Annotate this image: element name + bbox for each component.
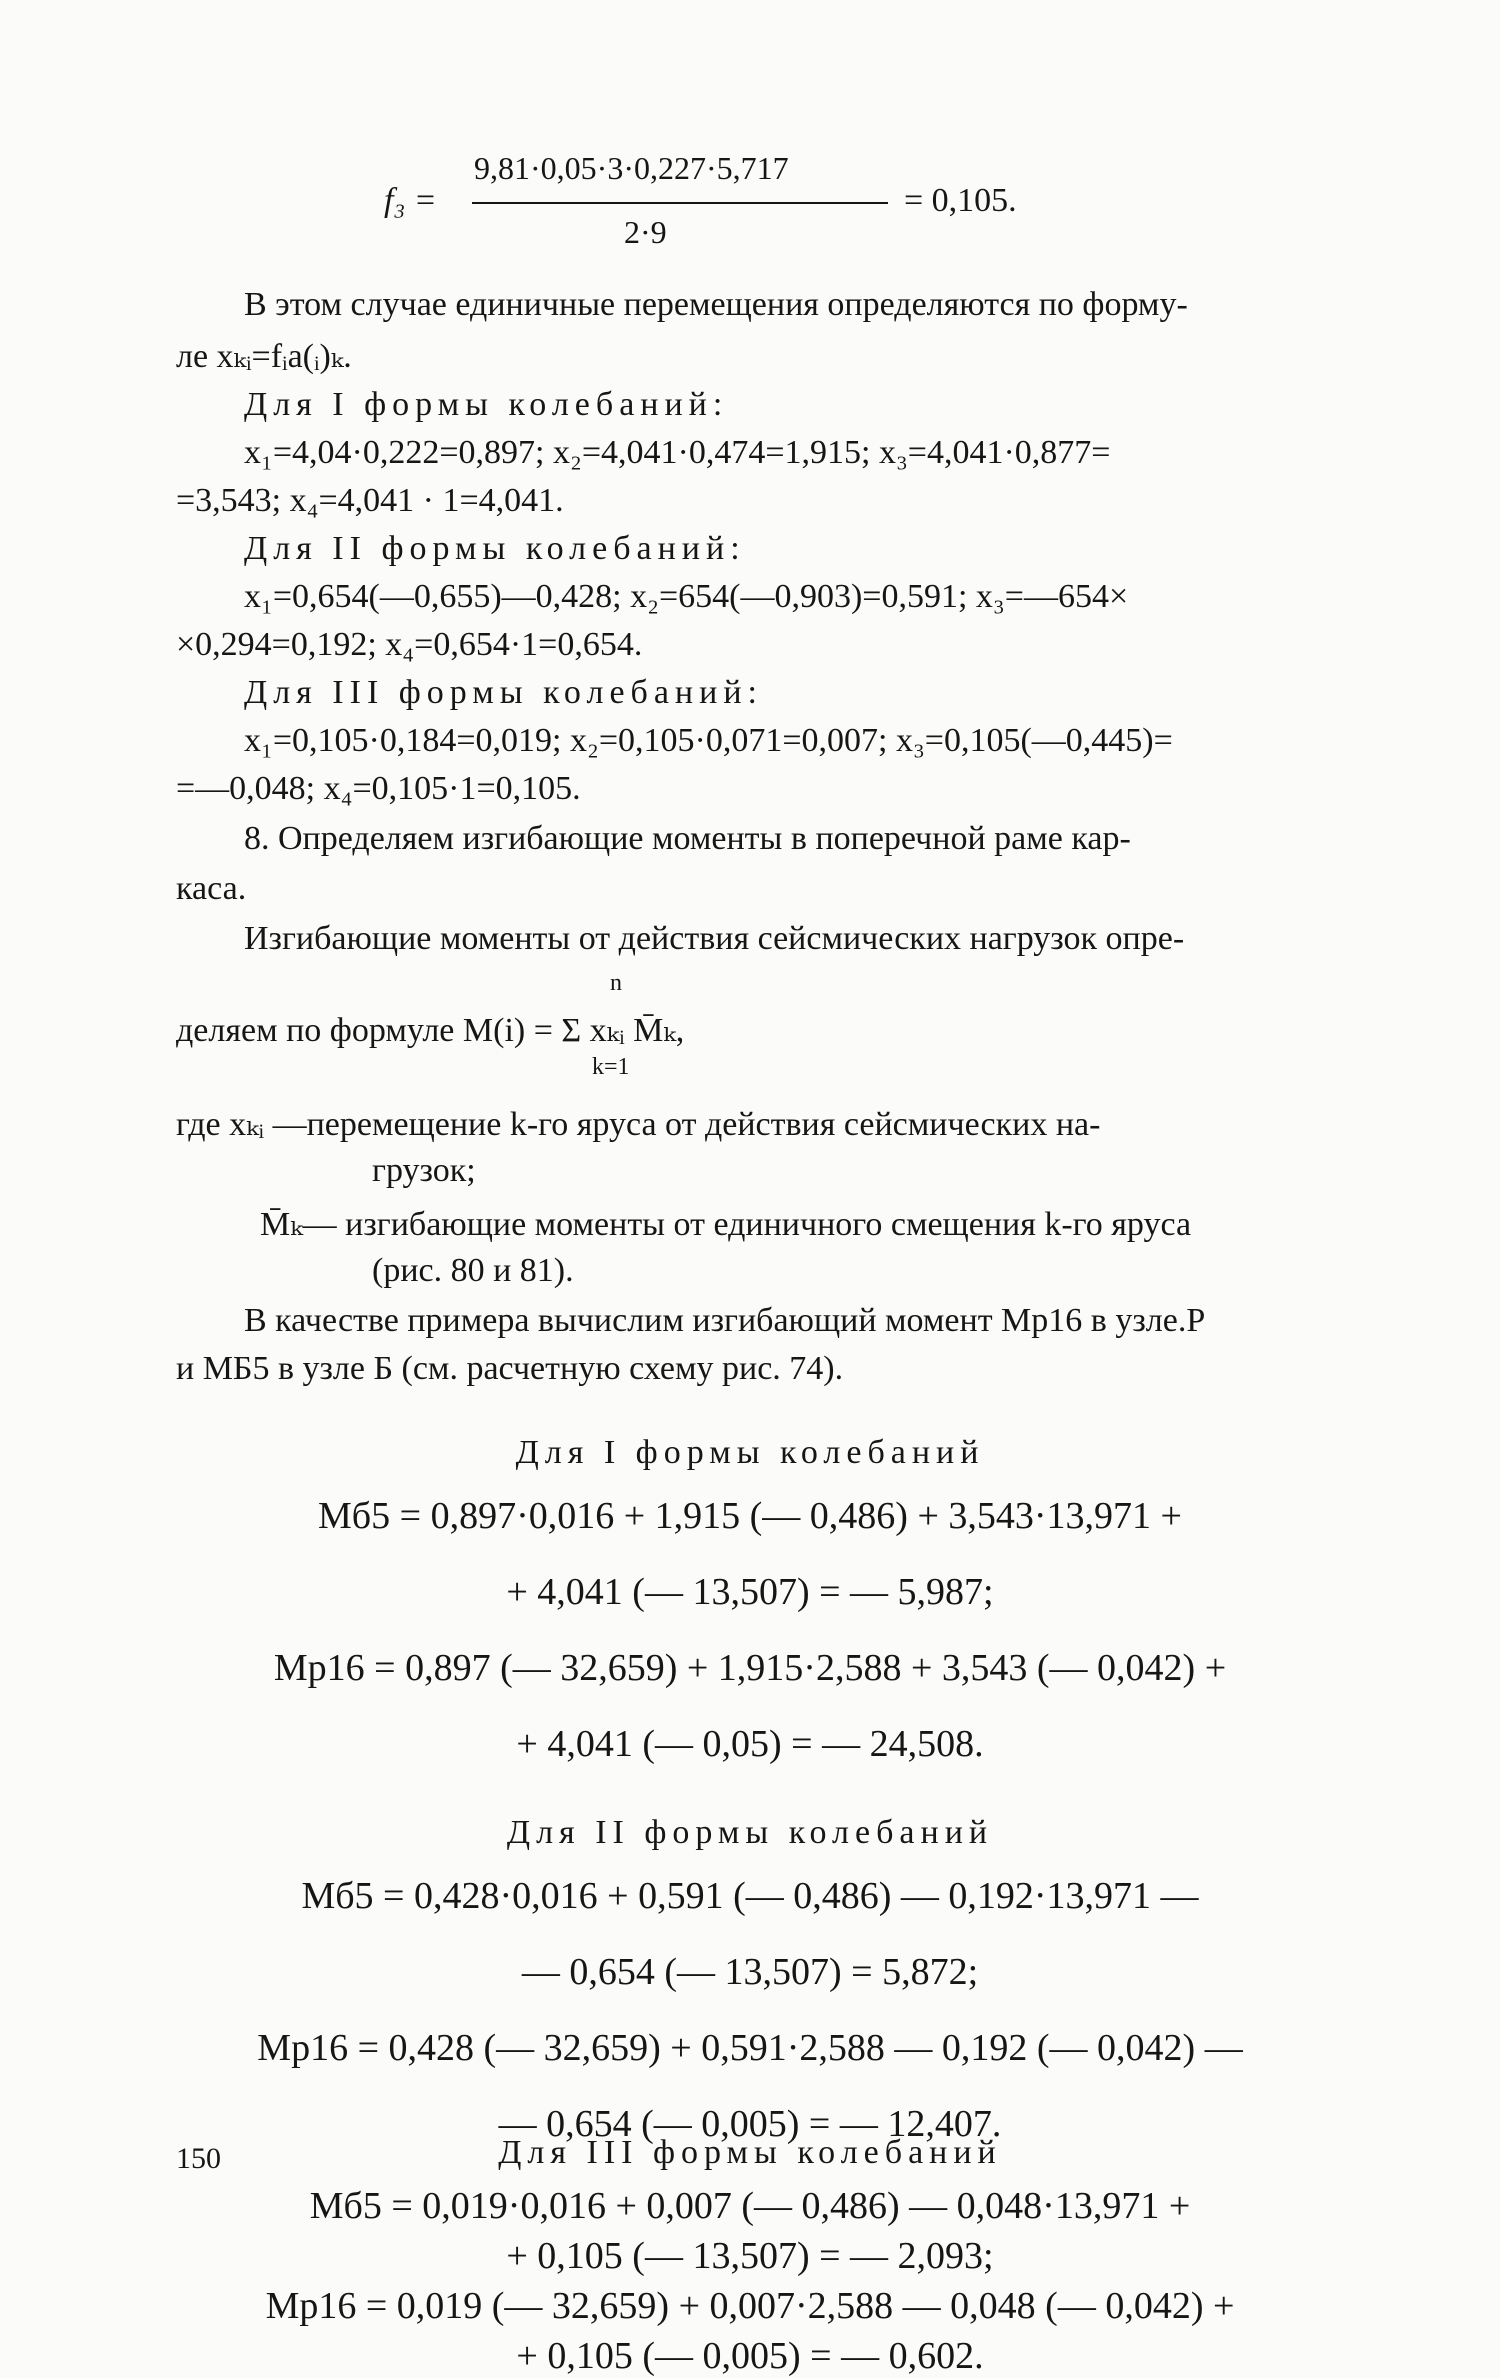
section-heading-2: Для II формы колебаний: [506, 1814, 994, 1851]
section-1-line-3: Mр16 = 0,897 (— 32,659) + 1,915·2,588 + 3,543 (— 0,042) +: [273, 1647, 1227, 1689]
section-3-line-4: + 0,105 (— 0,005) = — 0,602.: [516, 2335, 984, 2377]
section-heading-1: Для I формы колебаний: [515, 1434, 985, 1471]
equation-f3-denominator: 2·9: [624, 214, 667, 250]
equation-f3-numerator: 9,81·0,05·3·0,227·5,717: [474, 150, 789, 186]
section-3-line-1: Mб5 = 0,019·0,016 + 0,007 (— 0,486) — 0,048·13,971 +: [309, 2185, 1191, 2227]
paragraph-9-line-2: деляем по формуле M(i) = Σ xₖᵢ M̄ₖ,: [176, 1012, 685, 1049]
form-1-line-2: =3,543; x₄=4,041 · 1=4,041.: [176, 482, 564, 519]
equation-f3-rhs: = 0,105.: [904, 182, 1017, 219]
heading-form-3: Для III формы колебаний:: [244, 674, 763, 711]
sum-lower-limit: k=1: [592, 1054, 630, 1080]
where-line-4: (рис. 80 и 81).: [372, 1252, 574, 1289]
paragraph-8-line-2: каса.: [176, 870, 247, 907]
paragraph-10-line-1: В качестве примера вычислим изгибающий момент Mр16 в узле.P: [244, 1302, 1206, 1339]
paragraph-1-line-1: В этом случае единичные перемещения определяются по форму-: [244, 286, 1188, 323]
heading-form-1: Для I формы колебаний:: [244, 386, 729, 423]
section-1-line-4: + 4,041 (— 0,05) = — 24,508.: [516, 1723, 984, 1765]
sum-upper-limit: n: [610, 970, 622, 996]
form-3-line-2: =—0,048; x₄=0,105·1=0,105.: [176, 770, 581, 807]
heading-form-2: Для II формы колебаний:: [244, 530, 746, 567]
section-1-line-2: + 4,041 (— 13,507) = — 5,987;: [506, 1571, 994, 1613]
section-2-line-4: — 0,654 (— 0,005) = — 12,407.: [498, 2103, 1002, 2145]
where-line-2: грузок;: [372, 1152, 476, 1189]
paragraph-10-line-2: и MБ5 в узле Б (см. расчетную схему рис. 74).: [176, 1350, 844, 1387]
section-2-line-2: — 0,654 (— 13,507) = 5,872;: [521, 1951, 979, 1993]
section-1-line-1: Mб5 = 0,897·0,016 + 1,915 (— 0,486) + 3,543·13,971 +: [318, 1495, 1182, 1537]
fraction-bar: [472, 202, 888, 204]
paragraph-1-line-2: ле xₖᵢ=fᵢa(ᵢ)ₖ.: [176, 338, 352, 375]
equation-f3-lhs: f₃ =: [384, 182, 437, 219]
section-heading-3: Для III формы колебаний: [498, 2134, 1002, 2171]
paragraph-9-line-1: Изгибающие моменты от действия сейсмических нагрузок опре-: [244, 920, 1185, 957]
section-2-line-1: Mб5 = 0,428·0,016 + 0,591 (— 0,486) — 0,192·13,971 —: [301, 1875, 1199, 1917]
page-number: 150: [176, 2142, 221, 2175]
section-2-line-3: Mр16 = 0,428 (— 32,659) + 0,591·2,588 — 0,192 (— 0,042) —: [257, 2027, 1243, 2069]
form-2-line-1: x₁=0,654(—0,655)—0,428; x₂=654(—0,903)=0,591; x₃=—654×: [244, 578, 1129, 615]
form-3-line-1: x₁=0,105·0,184=0,019; x₂=0,105·0,071=0,007; x₃=0,105(—0,445)=: [244, 722, 1173, 759]
section-3-line-3: Mр16 = 0,019 (— 32,659) + 0,007·2,588 — 0,048 (— 0,042) +: [265, 2285, 1235, 2327]
section-3-line-2: + 0,105 (— 13,507) = — 2,093;: [506, 2235, 994, 2277]
where-line-1: где xₖᵢ —перемещение k-го яруса от действия сейсмических на-: [176, 1106, 1101, 1143]
form-2-line-2: ×0,294=0,192; x₄=0,654·1=0,654.: [176, 626, 643, 663]
form-1-line-1: x₁=4,04·0,222=0,897; x₂=4,041·0,474=1,915; x₃=4,041·0,877=: [244, 434, 1111, 471]
where-line-3: M̄ₖ— изгибающие моменты от единичного смещения k-го яруса: [260, 1206, 1192, 1243]
paragraph-8-line-1: 8. Определяем изгибающие моменты в поперечной раме кар-: [244, 820, 1131, 857]
